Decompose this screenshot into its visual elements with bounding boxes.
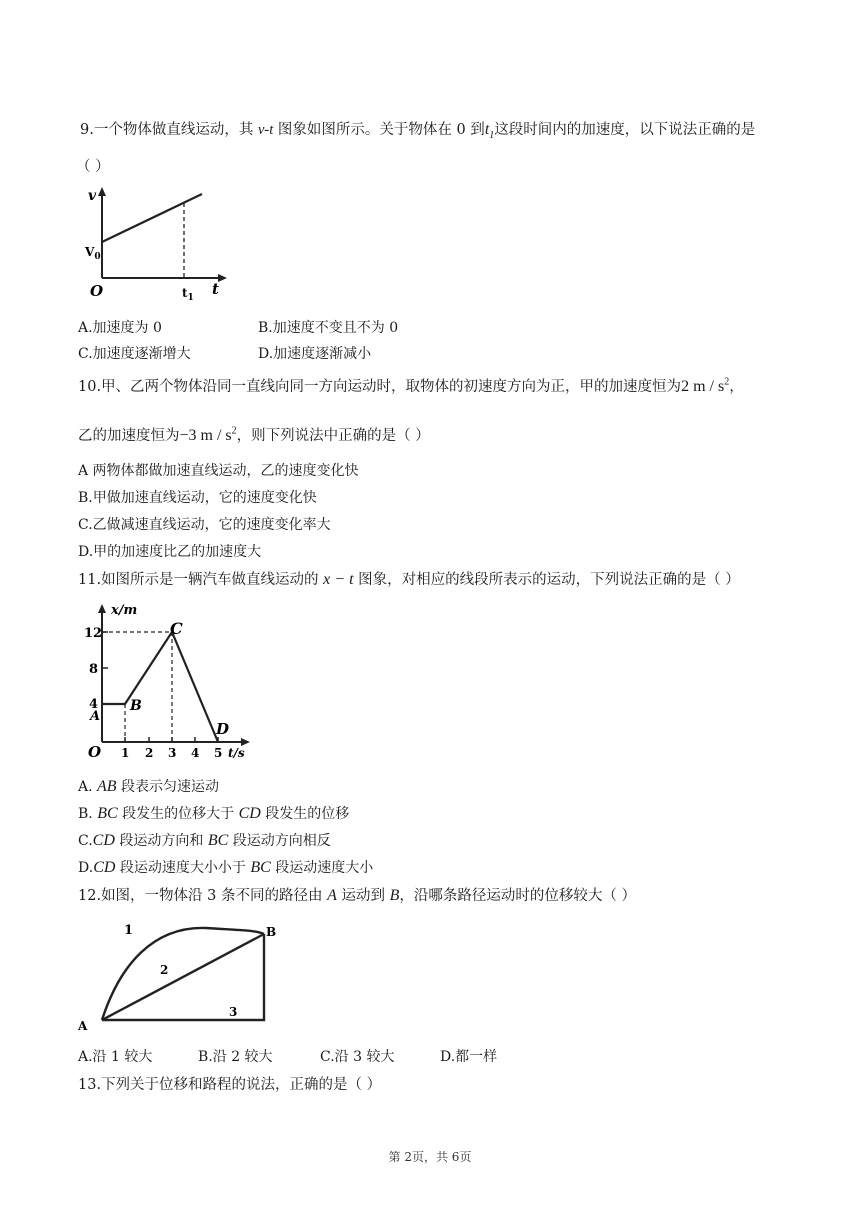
q10-option-a: A 两物体都做加速直线运动，乙的速度变化快	[78, 463, 359, 479]
q13-text: 下列关于位移和路程的说法，正确的是（ ）	[101, 1077, 382, 1093]
q12-stem	[78, 884, 636, 905]
q12-diagram-path-3: 3	[229, 1005, 238, 1019]
q10-option-b: B.甲做加速直线运动，它的速度变化快	[78, 490, 317, 506]
q9-vt-graph	[84, 184, 232, 304]
q11-option-d: D.CD 段运动速度大小小于 BC 段运动速度大小	[78, 859, 374, 876]
q9-text-c: 这段时间内的加速度，以下说法正确的是	[494, 122, 756, 138]
q11-text-b: 图象，对相应的线段所表示的运动，下列说法正确的是（ ）	[353, 572, 740, 588]
q12-number: 12.	[78, 888, 102, 904]
q10-stem-line1	[78, 375, 744, 396]
q10-option-c: C.乙做减速直线运动，它的速度变化率大	[78, 517, 331, 533]
q12-option-d: D.都一样	[440, 1049, 498, 1065]
q9-option-a: A.加速度为 0	[78, 320, 162, 336]
q11-graph-xtick-3: 3	[168, 746, 177, 758]
q11-graph-origin: O	[88, 743, 102, 758]
q11-text-a: 如图所示是一辆汽车做直线运动的	[101, 572, 324, 588]
q10-text-c: ，则下列说法中正确的是（ ）	[236, 428, 430, 444]
q12-diagram-label-a: A	[78, 1019, 88, 1033]
q11-graph-x-label: t/s	[228, 746, 245, 758]
q11-xt-graph	[84, 600, 254, 758]
page-footer: 第 2页，共 6页	[388, 1150, 472, 1164]
q9-paren: （ ）	[76, 159, 110, 175]
q11-option-b: B. BC 段发生的位移大于 CD 段发生的位移	[78, 805, 350, 822]
q9-vt: v-t	[257, 122, 274, 138]
q11-graph-xtick-5: 5	[214, 746, 223, 758]
q11-option-c: C.CD 段运动方向和 BC 段运动方向相反	[78, 832, 331, 849]
q11-graph-xtick-1: 1	[121, 746, 130, 758]
q11-graph-xtick-2: 2	[145, 746, 154, 758]
q9-option-c: C.加速度逐渐增大	[78, 346, 191, 362]
q12-option-b: B.沿 2 较大	[198, 1049, 273, 1065]
q10-comma: ，	[729, 379, 744, 395]
q11-graph-ytick-12: 12	[84, 626, 103, 641]
q9-text-a: 一个物体做直线运动，其	[93, 122, 258, 138]
q9-graph-t-label: t	[212, 280, 219, 298]
q11-xt: x − t	[323, 571, 354, 588]
q10-text-a: 甲、乙两个物体沿同一直线向同一方向运动时，取物体的初速度方向为正，甲的加速度恒为	[101, 379, 682, 395]
q9-graph-origin: O	[90, 282, 104, 300]
q9-stem	[80, 118, 755, 141]
q11-graph-ytick-4: 4	[89, 697, 99, 712]
q9-t1: $t_1$	[484, 121, 495, 142]
q11-option-a: A. AB 段表示匀速运动	[78, 778, 220, 795]
q13-stem	[78, 1073, 381, 1094]
q10-text-b: 乙的加速度恒为	[78, 428, 180, 444]
q9-graph-v-label: v	[88, 188, 97, 204]
q9-graph-t1-label: $t_1$	[182, 286, 194, 303]
q12-option-c: C.沿 3 较大	[320, 1049, 395, 1065]
q10-number: 10.	[78, 379, 102, 395]
q13-number: 13.	[78, 1077, 102, 1093]
q12-text-b: 运动到	[336, 888, 390, 904]
q11-graph-y-label: x/m	[111, 603, 138, 618]
q9-text-b: 图象如图所示。关于物体在 0 到	[273, 122, 485, 138]
q9-graph-v0-label: $V_0$	[85, 245, 101, 262]
q9-option-d: D.加速度逐渐减小	[258, 346, 372, 362]
q11-stem	[78, 568, 740, 589]
q11-graph-point-b: B	[130, 698, 142, 714]
q10-acc1: 2 m / $s^2$	[681, 376, 730, 395]
q12-point-b: B	[389, 887, 400, 904]
q10-stem-line2	[78, 424, 430, 445]
q11-number: 11.	[78, 572, 102, 588]
q11-graph-xtick-4: 4	[191, 746, 200, 758]
q12-diagram-path-2: 2	[160, 963, 169, 977]
q12-option-a: A.沿 1 较大	[78, 1049, 153, 1065]
q10-acc2: −3 m / $s^2$	[179, 425, 237, 444]
q12-diagram-path-1: 1	[124, 923, 134, 938]
q12-text-c: ，沿哪条路径运动时的位移较大（ ）	[399, 888, 637, 904]
q11-graph-point-c: C	[170, 619, 183, 638]
q11-graph-point-a: A	[90, 709, 101, 724]
q9-option-b: B.加速度不变且不为 0	[258, 320, 399, 336]
q12-point-a: A	[327, 887, 337, 904]
q12-text-a: 如图，一物体沿 3 条不同的路径由	[101, 888, 328, 904]
q11-graph-ytick-8: 8	[89, 662, 99, 677]
q10-option-d: D.甲的加速度比乙的加速度大	[78, 544, 262, 560]
q12-path-diagram	[76, 916, 286, 1038]
q12-diagram-label-b: B	[266, 925, 277, 939]
q11-graph-point-d: D	[216, 720, 230, 738]
q9-number: 9.	[80, 122, 94, 138]
